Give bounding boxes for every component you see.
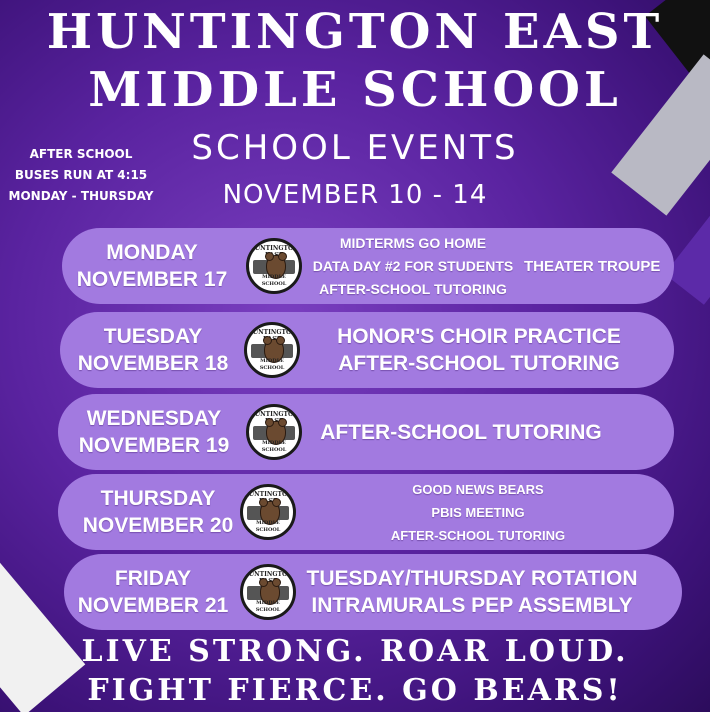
day-date: NOVEMBER 17 bbox=[76, 268, 228, 291]
day-date: NOVEMBER 18 bbox=[77, 352, 229, 375]
day-date: NOVEMBER 21 bbox=[77, 594, 229, 617]
bus-note-line: MONDAY - THURSDAY bbox=[8, 189, 154, 203]
event-list bbox=[316, 394, 606, 470]
event-list bbox=[314, 312, 644, 388]
bus-note-line: BUSES RUN AT 4:15 bbox=[14, 168, 148, 182]
school-logo bbox=[246, 238, 302, 294]
day-row-wednesday bbox=[58, 394, 674, 470]
event-list bbox=[302, 554, 642, 630]
decorative-stripe-purple bbox=[665, 195, 710, 305]
event-item: INTRAMURALS PEP ASSEMBLY bbox=[311, 594, 633, 617]
day-date: NOVEMBER 19 bbox=[78, 434, 230, 457]
day-name: WEDNESDAY bbox=[86, 407, 222, 430]
day-label bbox=[64, 554, 242, 630]
motto-line-1: LIVE STRONG. ROAR LOUD. bbox=[81, 634, 629, 669]
event-list bbox=[308, 228, 518, 304]
event-item: MIDTERMS GO HOME bbox=[339, 234, 487, 251]
day-name: THURSDAY bbox=[100, 487, 216, 510]
school-name-line-2: MIDDLE SCHOOL bbox=[88, 62, 622, 118]
school-logo bbox=[246, 404, 302, 460]
event-item: PBIS MEETING bbox=[431, 504, 525, 520]
event-item-side: THEATER TROUPE bbox=[524, 257, 661, 275]
logo-top-text: HUNTINGTON bbox=[243, 571, 293, 578]
event-item: GOOD NEWS BEARS bbox=[412, 481, 544, 497]
event-item: AFTER-SCHOOL TUTORING bbox=[338, 352, 620, 375]
day-label bbox=[66, 474, 250, 550]
event-item: AFTER-SCHOOL TUTORING bbox=[320, 420, 602, 444]
logo-top-text: HUNTINGTON bbox=[249, 411, 299, 418]
day-label bbox=[62, 228, 242, 304]
day-row-thursday bbox=[58, 474, 674, 550]
event-item: HONOR'S CHOIR PRACTICE bbox=[337, 325, 621, 348]
bus-note bbox=[6, 144, 156, 207]
event-list bbox=[358, 474, 598, 550]
logo-bottom-text: MIDDLE SCHOOL bbox=[255, 520, 281, 533]
logo-bottom-text: MIDDLE SCHOOL bbox=[261, 274, 287, 287]
event-item: TUESDAY/THURSDAY ROTATION bbox=[306, 567, 638, 590]
logo-top-text: HUNTINGTON bbox=[249, 245, 299, 252]
event-item: AFTER-SCHOOL TUTORING bbox=[319, 280, 507, 297]
day-label bbox=[62, 394, 246, 470]
motto-line-2: FIGHT FIERCE. GO BEARS! bbox=[87, 673, 623, 708]
date-range: NOVEMBER 10 - 14 bbox=[222, 180, 488, 210]
events-heading: SCHOOL EVENTS bbox=[191, 128, 519, 168]
school-logo bbox=[240, 484, 296, 540]
day-row-monday bbox=[62, 228, 674, 304]
logo-bottom-text: MIDDLE SCHOOL bbox=[259, 358, 285, 371]
logo-bottom-text: MIDDLE SCHOOL bbox=[255, 600, 281, 613]
logo-bottom-text: MIDDLE SCHOOL bbox=[261, 440, 287, 453]
school-logo bbox=[244, 322, 300, 378]
day-name: TUESDAY bbox=[103, 325, 203, 348]
day-label bbox=[60, 312, 246, 388]
event-item: DATA DAY #2 FOR STUDENTS bbox=[312, 257, 514, 274]
day-row-friday bbox=[64, 554, 682, 630]
school-logo bbox=[240, 564, 296, 620]
event-item: AFTER-SCHOOL TUTORING bbox=[390, 527, 566, 543]
day-name: FRIDAY bbox=[114, 567, 192, 590]
day-name: MONDAY bbox=[106, 241, 198, 264]
bus-note-line: AFTER SCHOOL bbox=[29, 147, 133, 161]
day-date: NOVEMBER 20 bbox=[82, 514, 234, 537]
logo-top-text: HUNTINGTON bbox=[243, 491, 293, 498]
school-name-line-1: HUNTINGTON EAST bbox=[46, 4, 664, 60]
day-row-tuesday bbox=[60, 312, 674, 388]
logo-top-text: HUNTINGTON bbox=[247, 329, 297, 336]
